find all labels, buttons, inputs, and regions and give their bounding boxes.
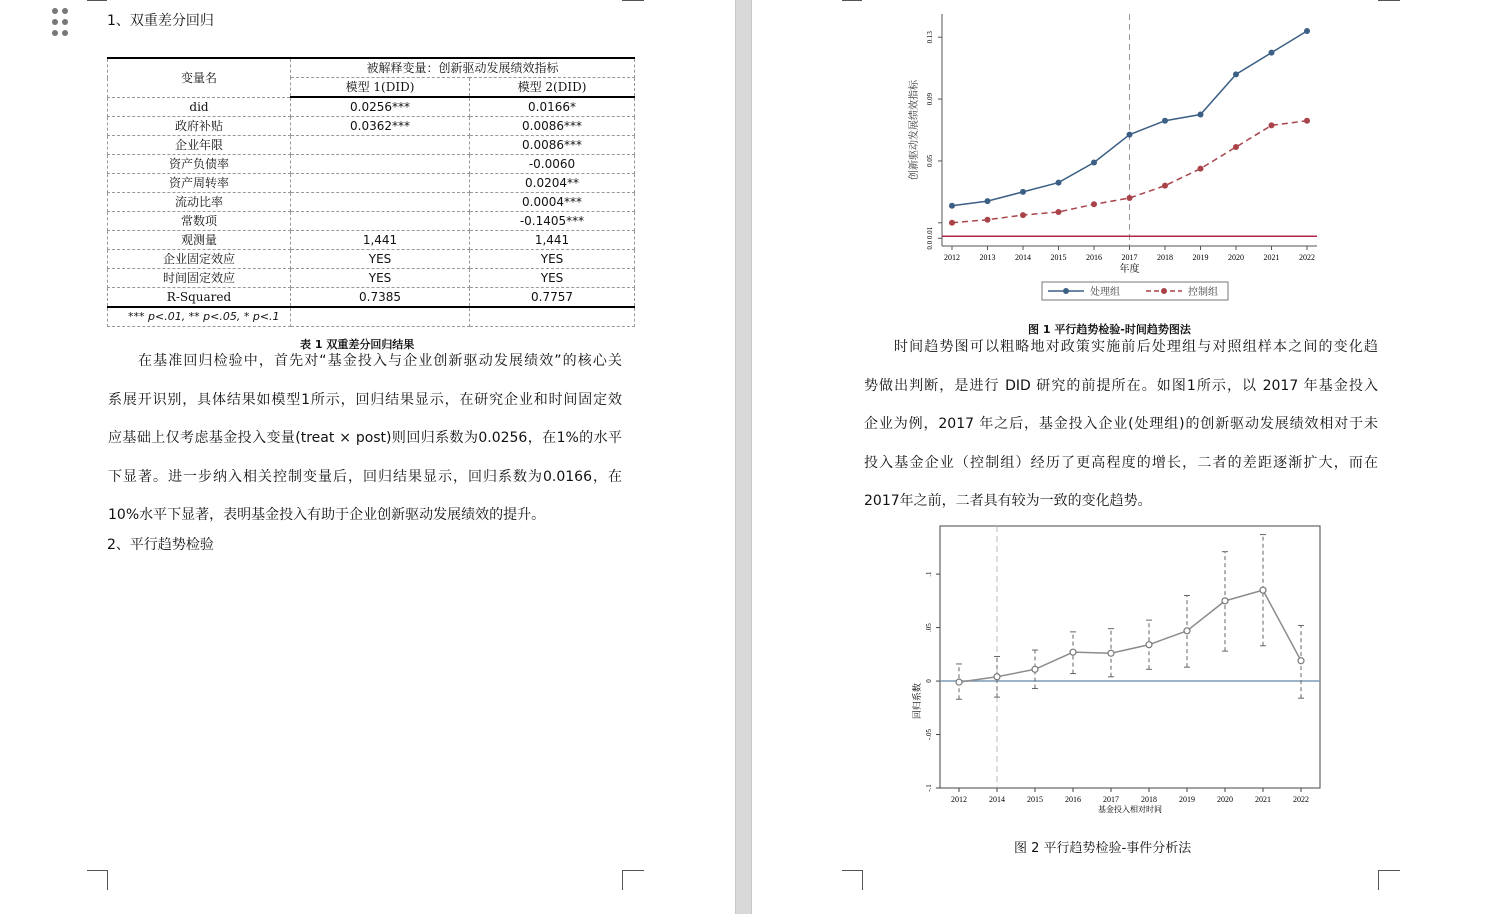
y-axis-label: 创新驱动发展绩效指标 [909,80,920,180]
crop-mark [622,0,644,1]
legend-label: 处理组 [1090,287,1120,298]
x-tick-label: 2016 [1086,253,1102,262]
x-tick-label: 2018 [1157,253,1173,262]
page-gutter [735,0,752,914]
crop-mark [107,870,108,890]
y-tick-label: 0.13 [926,31,934,44]
coefficient-point [1032,666,1038,672]
x-tick-label: 2014 [989,795,1005,804]
page-left [0,0,735,914]
table-header-col2: 模型 2(DID) [470,78,635,98]
x-tick-label: 2015 [1050,253,1067,262]
data-point [949,203,955,209]
x-tick-label: 2022 [1299,253,1315,262]
x-tick-label: 2020 [1217,795,1233,804]
table-row: 资产负债率 -0.0060 [108,155,635,174]
y-tick-label: 0.05 [926,154,934,168]
data-point [1269,50,1275,56]
data-point [1091,159,1097,165]
data-point [1304,118,1310,124]
table-row: did 0.0256*** 0.0166* [108,97,635,117]
data-point [1020,189,1026,195]
table-row: 常数项 -0.1405*** [108,212,635,231]
table-note: *** p<.01, ** p<.05, * p<.1 [108,307,291,327]
x-tick-label: 2019 [1179,795,1195,804]
x-tick-label: 2015 [1027,795,1043,804]
x-tick-label: 2013 [979,253,996,262]
data-point [1020,212,1026,218]
section-heading: 2、平行趋势检验 [107,537,214,553]
y-axis-label: 回归系数 [912,683,922,720]
regression-table [107,57,635,327]
crop-mark [622,870,623,890]
x-tick-label: 2014 [1015,253,1031,262]
y-tick-label: .05 [925,623,933,632]
table-row: 政府补贴 0.0362*** 0.0086*** [108,117,635,136]
table-row: 流动比率 0.0004*** [108,193,635,212]
x-tick-label: 2021 [1263,253,1280,262]
section-heading: 1、双重差分回归 [107,13,214,29]
coefficient-point [1070,649,1076,655]
time-trend-chart [892,8,1332,308]
x-tick-label: 2017 [1121,253,1138,262]
table-row: 观测量 1,441 1,441 [108,231,635,250]
legend-marker [1063,288,1069,294]
table-row: R-Squared 0.7385 0.7757 [108,288,635,308]
data-point [1162,183,1168,189]
drag-handle-icon[interactable] [52,8,72,38]
data-point [1127,195,1133,201]
body-paragraph-left: 在基准回归检验中，首先对“基金投入与企业创新驱动发展绩效”的核心关 系展开识别，具体结果如模型1所示，回归结果显示，在研究企业和时间固定效 应基础上仅考虑基金投入变量(treat × post)则回归系数为0.0256，在1%的水平 下显著。进一步纳入相关控制变量后，回归结果显示，回归系数为0.0166，在 10%水平下显著，表明基金投入有助于企业创新驱动发展绩效的提升。 [108,353,622,523]
data-point [1198,112,1204,118]
data-point [1127,132,1133,138]
data-point [1056,209,1062,215]
body-paragraph-right: 时间趋势图可以粗略地对政策实施前后处理组与对照组样本之间的变化趋 势做出判断，是进行 DID 研究的前提所在。如图1所示，以 2017 年基金投入 企业为例，2017 年之后，基金投入企业(处理组)的创新驱动发展绩效相对于未 投入基金企业（控制组）经历了更高程度的增长，二者的差距逐渐扩大，而在 2017年之前，二者具有较为一致的变化趋势。 [864,339,1378,509]
x-tick-label: 2021 [1255,795,1271,804]
figure2-caption: 图 2 平行趋势检验-事件分析法 [1014,841,1192,856]
coefficient-point [994,674,1000,680]
x-tick-label: 2018 [1141,795,1157,804]
coefficient-point [1298,658,1304,664]
x-tick-label: 2022 [1293,795,1309,804]
legend-marker [1161,288,1167,294]
legend-label: 控制组 [1188,287,1218,298]
table-header-var: 变量名 [108,58,291,97]
data-point [1198,166,1204,172]
x-axis-label: 基金投入相对时间 [1098,805,1162,814]
data-point [985,217,991,223]
y-tick-label: 0.0 0.01 [926,226,934,250]
coefficient-point [1184,628,1190,634]
event-study-chart [892,520,1332,820]
crop-mark [87,0,107,1]
crop-mark [842,870,862,871]
data-point [1233,144,1239,150]
data-point [1233,71,1239,77]
table-row: 资产周转率 0.0204** [108,174,635,193]
crop-mark [1378,870,1379,890]
table-note-row [108,307,635,327]
crop-mark [862,870,863,890]
data-point [1091,201,1097,207]
y-tick-label: -.05 [925,728,933,741]
x-axis-label: 年度 [1119,264,1140,275]
y-tick-label: 0 [925,679,933,683]
coefficient-point [1260,587,1266,593]
page-right [752,0,1512,914]
crop-mark [1378,870,1400,871]
y-tick-label: .1 [925,571,933,577]
data-point [1162,118,1168,124]
crop-mark [87,870,107,871]
figure1-caption: 图 1 平行趋势检验-时间趋势图法 [1028,323,1191,336]
table-header-col1: 模型 1(DID) [291,78,470,98]
data-point [949,220,955,226]
table-row: 企业固定效应 YES YES [108,250,635,269]
data-point [1056,180,1062,186]
data-point [1269,122,1275,128]
coefficient-point [956,679,962,685]
data-point [985,198,991,204]
coefficient-point [1108,650,1114,656]
x-tick-label: 2017 [1103,795,1119,804]
x-tick-label: 2020 [1228,253,1244,262]
coefficient-point [1146,642,1152,648]
y-tick-label: -.1 [925,784,933,792]
y-tick-label: 0.09 [926,92,934,106]
crop-mark [622,870,644,871]
table-row: 企业年限 0.0086*** [108,136,635,155]
x-tick-label: 2012 [944,253,960,262]
crop-mark [842,0,862,1]
table-caption: 表 1 双重差分回归结果 [300,338,415,351]
table-header-dep: 被解释变量：创新驱动发展绩效指标 [291,58,635,78]
coefficient-point [1222,598,1228,604]
x-tick-label: 2012 [951,795,967,804]
crop-mark [1378,0,1400,1]
x-tick-label: 2019 [1192,253,1209,262]
data-point [1304,28,1310,34]
table-row: 时间固定效应 YES YES [108,269,635,288]
x-tick-label: 2016 [1065,795,1081,804]
